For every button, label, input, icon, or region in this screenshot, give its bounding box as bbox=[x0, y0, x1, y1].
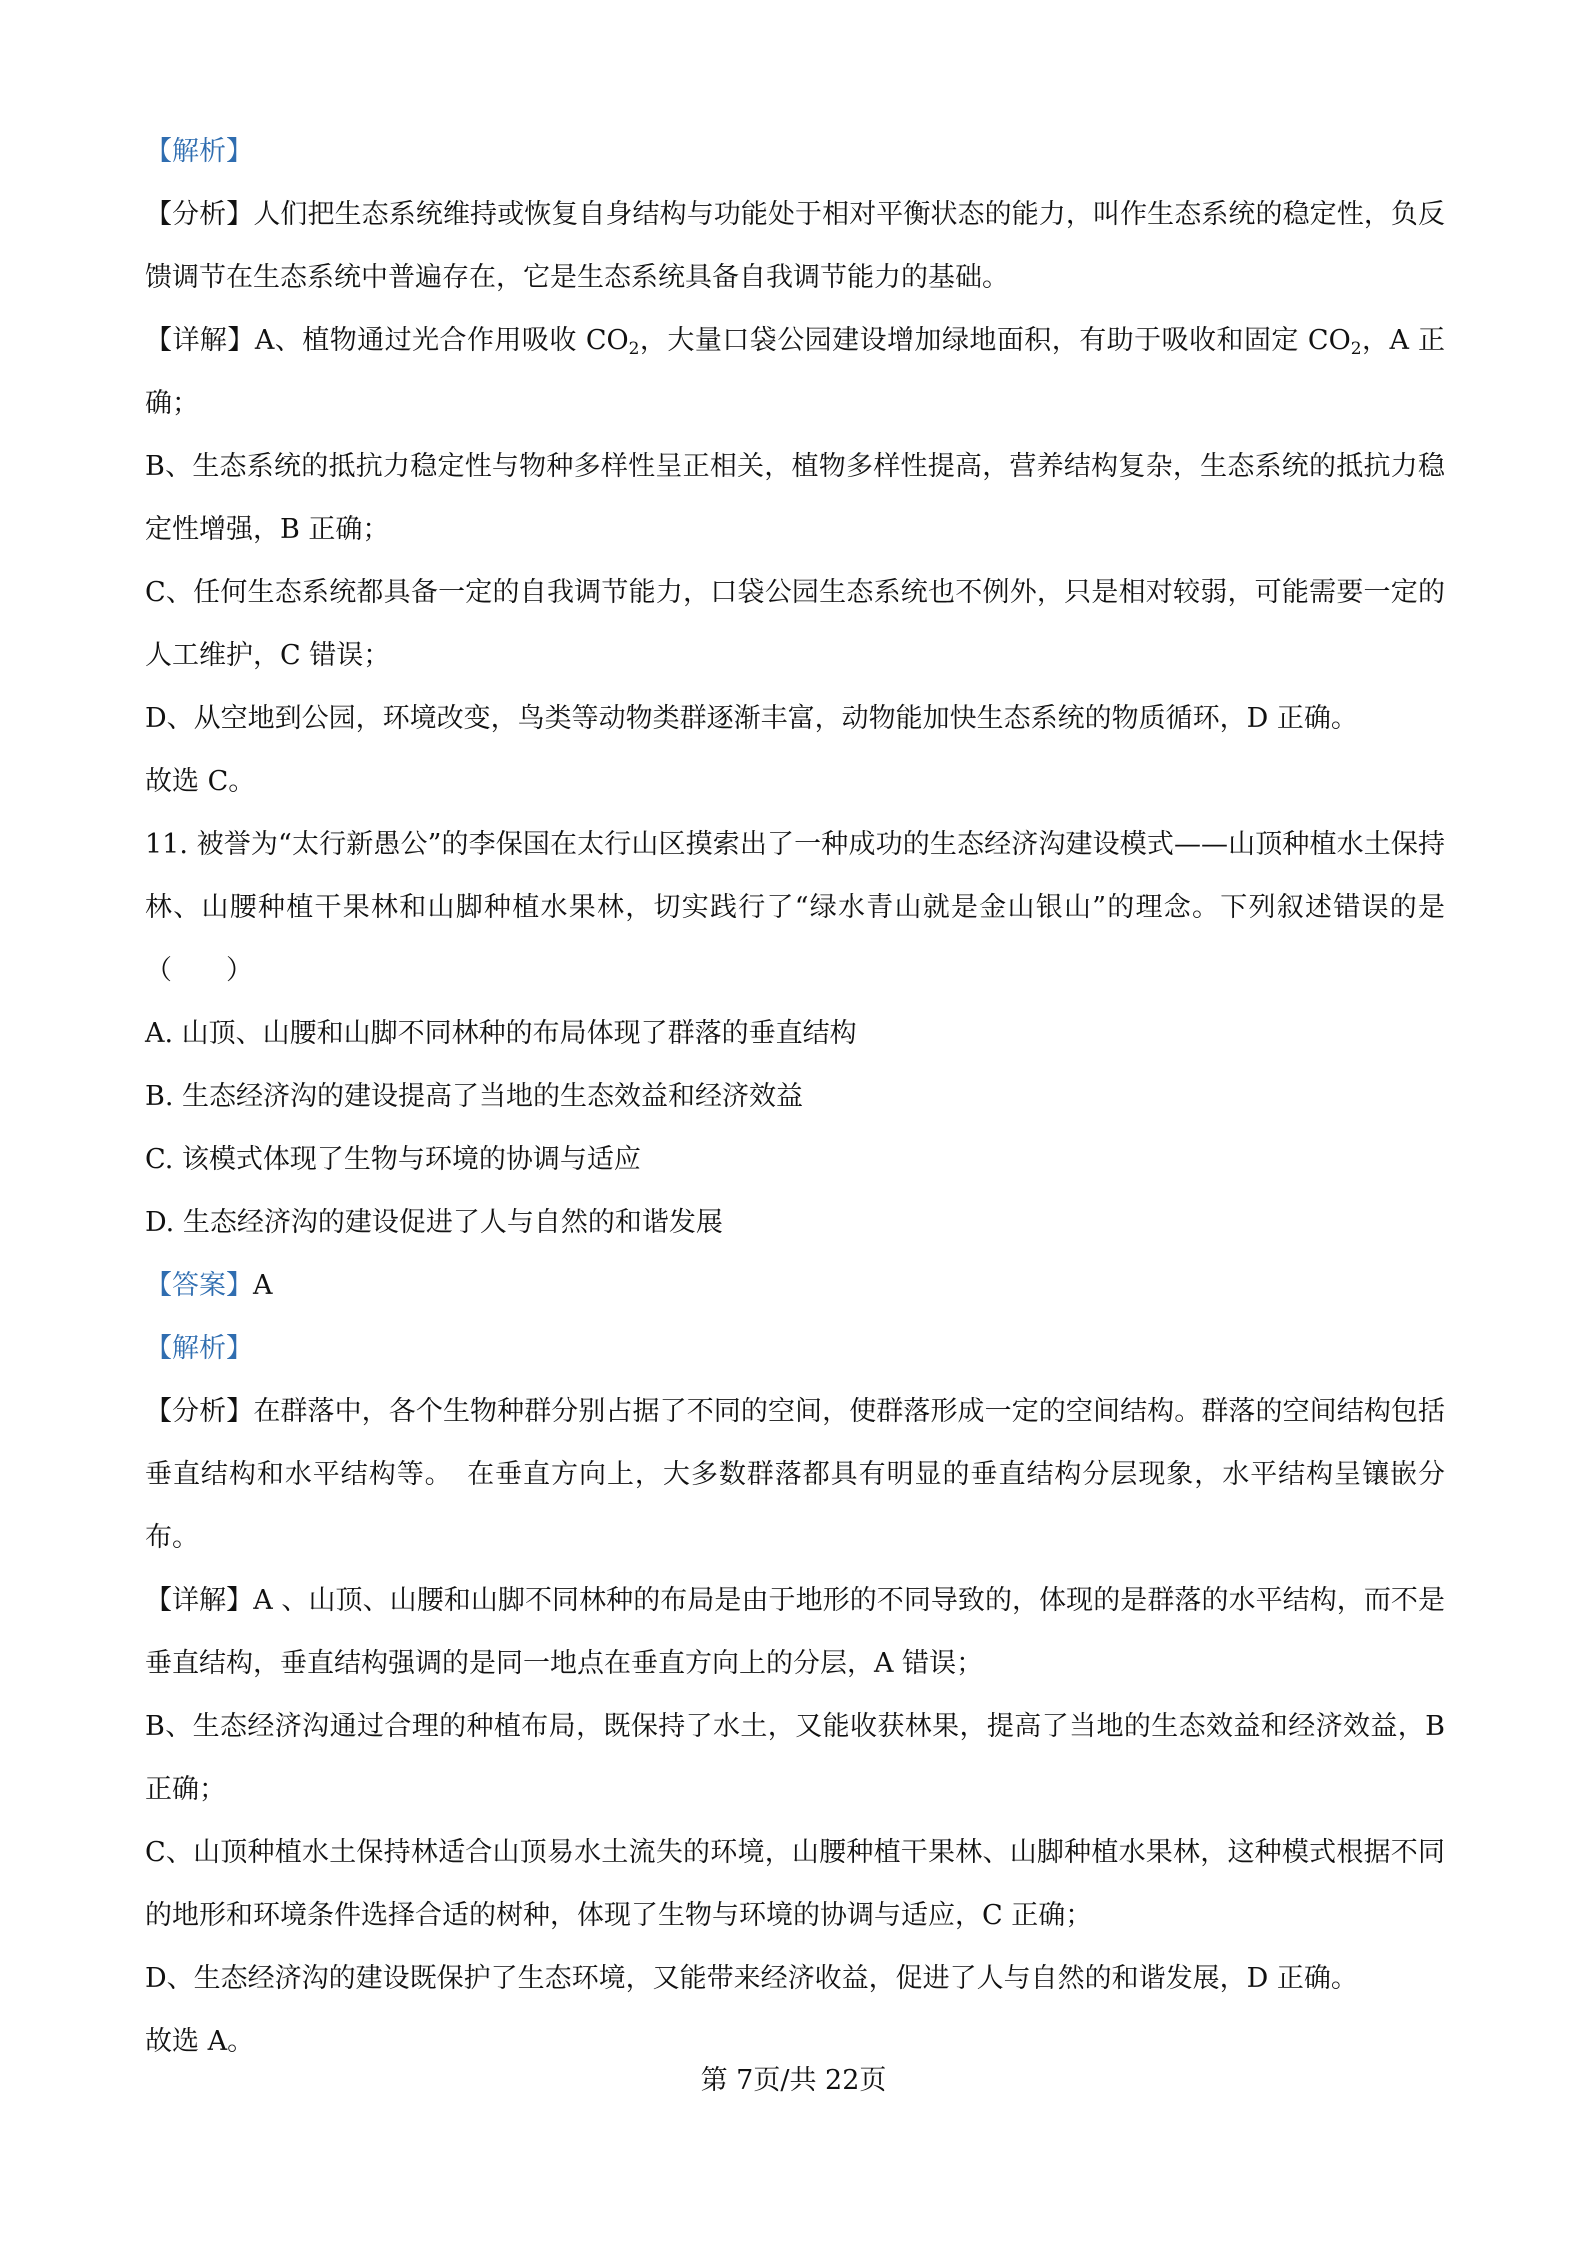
answer-value: A bbox=[253, 1270, 273, 1301]
fenxi-text: 在群落中，各个生物种群分别占据了不同的空间，使群落形成一定的空间结构。群落的空间结构包括垂直结构和水平结构等。 在垂直方向上，大多数群落都具有明显的垂直结构分层现象，水平结构呈镶嵌分布。 bbox=[145, 1396, 1446, 1553]
q11-option-b: B. 生态经济沟的建设提高了当地的生态效益和经济效益 bbox=[145, 1081, 804, 1112]
option-a-text-2: ，大量口袋公园建设增加绿地面积，有助于吸收和固定 CO bbox=[639, 325, 1351, 356]
q11-xiangjie-d: D、生态经济沟的建设既保护了生态环境，又能带来经济收益，促进了人与自然的和谐发展，D 正确。 bbox=[145, 1963, 1358, 1994]
xiangjie-tag: 【详解】 bbox=[145, 1585, 254, 1616]
q10-xiangjie-d: D、从空地到公园，环境改变，鸟类等动物类群逐渐丰富，动物能加快生态系统的物质循环，D 正确。 bbox=[145, 703, 1358, 734]
option-a-text-1: A、植物通过光合作用吸收 CO bbox=[254, 325, 629, 356]
answer-tag: 【答案】 bbox=[145, 1270, 253, 1301]
q11-xiangjie-c: C、山顶种植水土保持林适合山顶易水土流失的环境，山腰种植干果林、山脚种植水果林，这种模式根据不同的地形和环境条件选择合适的树种，体现了生物与环境的协调与适应，C 正确； bbox=[145, 1837, 1445, 1931]
q11-choice: 故选 A。 bbox=[145, 2026, 255, 2057]
q10-xiangjie-b: B、生态系统的抵抗力稳定性与物种多样性呈正相关，植物多样性提高，营养结构复杂，生态系统的抵抗力稳定性增强，B 正确； bbox=[145, 451, 1445, 545]
xiangjie-tag: 【详解】 bbox=[145, 325, 255, 356]
co2-subscript: 2 bbox=[1350, 339, 1362, 359]
q10-fenxi bbox=[145, 183, 1445, 309]
q10-xiangjie-a bbox=[145, 309, 1445, 435]
q10-jiexi-label: 【解析】 bbox=[145, 136, 253, 167]
fenxi-text: 人们把生态系统维持或恢复自身结构与功能处于相对平衡状态的能力，叫作生态系统的稳定性，负反馈调节在生态系统中普遍存在，它是生态系统具备自我调节能力的基础。 bbox=[145, 199, 1446, 293]
q11-answer bbox=[145, 1254, 1445, 1317]
q11-jiexi-label: 【解析】 bbox=[145, 1333, 253, 1364]
q11-option-a: A. 山顶、山腰和山脚不同林种的布局体现了群落的垂直结构 bbox=[145, 1018, 857, 1049]
fenxi-tag: 【分析】 bbox=[145, 199, 254, 230]
q11-fenxi bbox=[145, 1380, 1445, 1569]
q11-stem: 11. 被誉为“太行新愚公”的李保国在太行山区摸索出了一种成功的生态经济沟建设模式——山顶种植水土保持林、山腰种植干果林和山脚种植水果林，切实践行了“绿水青山就是金山银山”的理念。下列叙述错误的是（ ） bbox=[145, 829, 1445, 986]
page-footer: 第 7页/共 22页 bbox=[700, 2065, 887, 2096]
q10-choice: 故选 C。 bbox=[145, 766, 256, 797]
co2-subscript: 2 bbox=[628, 339, 640, 359]
option-a-text-3: ，A 正确； bbox=[145, 325, 1445, 419]
q11-option-c: C. 该模式体现了生物与环境的协调与适应 bbox=[145, 1144, 641, 1175]
q11-option-d: D. 生态经济沟的建设促进了人与自然的和谐发展 bbox=[145, 1207, 723, 1238]
option-a-explanation: A 、山顶、山腰和山脚不同林种的布局是由于地形的不同导致的，体现的是群落的水平结构，而不是垂直结构，垂直结构强调的是同一地点在垂直方向上的分层，A 错误； bbox=[145, 1585, 1445, 1679]
fenxi-tag: 【分析】 bbox=[145, 1396, 254, 1427]
q11-xiangjie-a bbox=[145, 1569, 1445, 1695]
q10-xiangjie-c: C、任何生态系统都具备一定的自我调节能力，口袋公园生态系统也不例外，只是相对较弱，可能需要一定的人工维护，C 错误； bbox=[145, 577, 1445, 671]
q11-xiangjie-b: B、生态经济沟通过合理的种植布局，既保持了水土，又能收获林果，提高了当地的生态效益和经济效益，B 正确； bbox=[145, 1711, 1445, 1805]
